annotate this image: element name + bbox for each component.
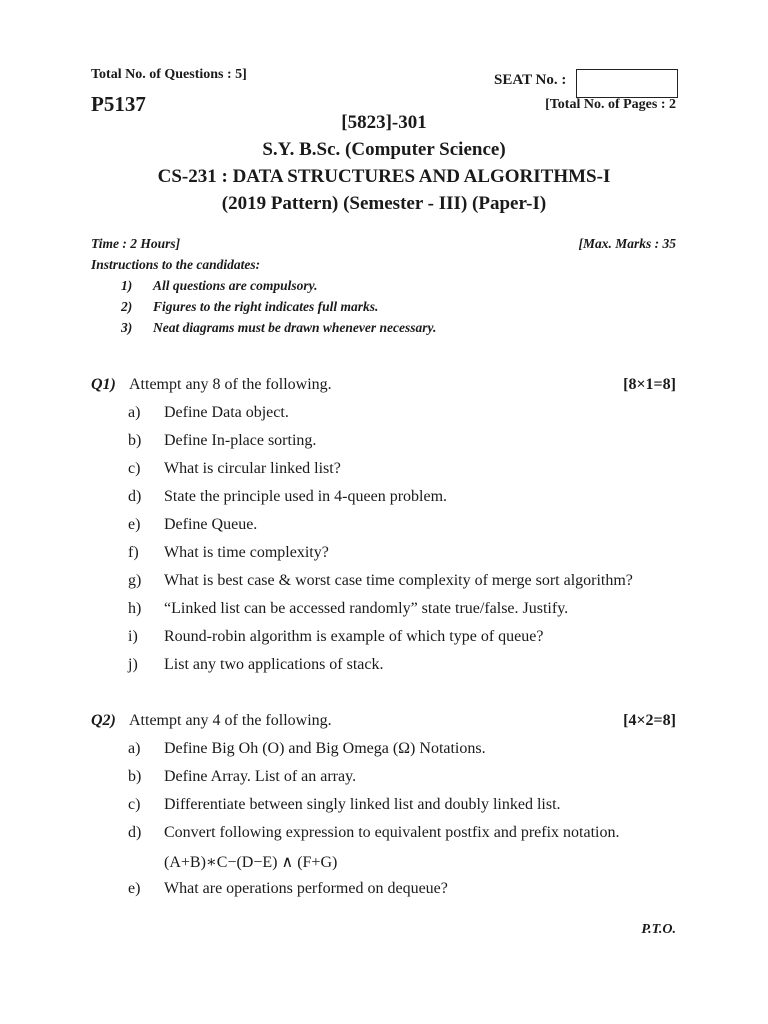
item-letter: e) [128, 516, 141, 533]
item-letter: b) [128, 432, 142, 449]
question-marks: [8×1=8] [623, 376, 676, 393]
course-title: S.Y. B.Sc. (Computer Science) [262, 139, 506, 160]
item-letter: a) [128, 404, 141, 421]
item-text: Convert following expression to equivalent postfix and prefix notation. [164, 824, 620, 841]
item-letter: h) [128, 600, 142, 617]
item-text: What are operations performed on dequeue? [164, 880, 448, 897]
paper-code: P5137 [91, 92, 146, 116]
total-pages: [Total No. of Pages : 2 [545, 97, 676, 112]
item-letter: c) [128, 460, 141, 477]
item-letter: d) [128, 488, 142, 505]
item-text: “Linked list can be accessed randomly” state true/false. Justify. [164, 600, 569, 617]
item-text: Differentiate between singly linked list and doubly linked list. [164, 796, 561, 813]
time-label: Time : 2 Hours] [91, 236, 181, 251]
item-letter: a) [128, 740, 141, 757]
question-prompt: Attempt any 8 of the following. [129, 376, 332, 393]
item-text: What is time complexity? [164, 544, 329, 561]
item-letter: b) [128, 768, 142, 785]
item-text: Round-robin algorithm is example of which type of queue? [164, 628, 544, 645]
item-text: Define Big Oh (O) and Big Omega (Ω) Notations. [164, 740, 486, 757]
instruction-num: 1) [121, 278, 133, 293]
item-text: Define Data object. [164, 404, 289, 421]
question-prompt: Attempt any 4 of the following. [129, 712, 332, 729]
pto-label: P.T.O. [641, 922, 676, 937]
pattern-line: (2019 Pattern) (Semester - III) (Paper-I) [221, 193, 547, 214]
instruction-item: Neat diagrams must be drawn whenever necessary. [153, 320, 437, 335]
item-text: What is circular linked list? [164, 460, 341, 477]
seat-no-label: SEAT No. : [494, 72, 567, 88]
seat-no-box [576, 69, 678, 98]
item-text: Define Queue. [164, 516, 258, 533]
instructions-title: Instructions to the candidates: [91, 257, 261, 272]
item-text: State the principle used in 4-queen problem. [164, 488, 448, 505]
item-text: Define In-place sorting. [164, 432, 317, 449]
instruction-item: All questions are compulsory. [153, 278, 318, 293]
item-letter: g) [128, 572, 142, 589]
item-text: What is best case & worst case time complexity of merge sort algorithm? [164, 572, 633, 589]
subject-title: CS-231 : DATA STRUCTURES AND ALGORITHMS-I [157, 166, 611, 187]
max-marks: [Max. Marks : 35 [578, 236, 676, 251]
item-text: Define Array. List of an array. [164, 768, 357, 785]
item-expression: (A+B)∗C−(D−E) ∧ (F+G) [164, 854, 338, 871]
instruction-item: Figures to the right indicates full marks. [153, 299, 379, 314]
exam-code: [5823]-301 [341, 112, 427, 133]
question-label: Q1) [91, 376, 116, 393]
question-label: Q2) [91, 712, 116, 729]
item-letter: e) [128, 880, 141, 897]
instruction-num: 2) [121, 299, 133, 314]
item-letter: d) [128, 824, 142, 841]
item-letter: i) [128, 628, 138, 645]
question-marks: [4×2=8] [623, 712, 676, 729]
total-questions: Total No. of Questions : 5] [91, 67, 247, 82]
item-letter: j) [128, 656, 138, 673]
item-letter: c) [128, 796, 141, 813]
item-text: List any two applications of stack. [164, 656, 384, 673]
item-letter: f) [128, 544, 139, 561]
instruction-num: 3) [121, 320, 133, 335]
